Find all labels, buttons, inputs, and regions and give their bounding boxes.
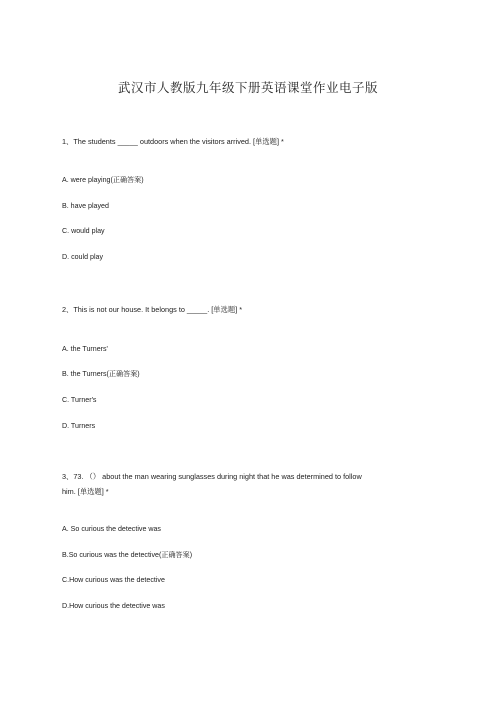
question-3-option-b: B.So curious was the detective(正确答案) (62, 551, 193, 559)
document-title: 武汉市人教版九年级下册英语课堂作业电子版 (117, 80, 378, 95)
question-2-option-b: B. the Turners(正确答案) (62, 370, 140, 378)
question-3-text-line-2: him. [单选题] * (62, 487, 109, 496)
question-2-option-a: A. the Turners' (62, 345, 108, 353)
question-3-option-a: A. So curious the detective was (62, 525, 161, 533)
question-2-text: 2、This is not our house. It belongs to _____. [单选题] * (62, 305, 243, 314)
question-2-option-c: C. Turner's (62, 396, 97, 404)
question-1-text: 1、The students _____ outdoors when the visitors arrived. [单选题] * (62, 137, 284, 146)
question-3-option-c: C.How curious was the detective (62, 576, 165, 584)
question-2-option-d: D. Turners (62, 422, 96, 430)
question-3-text-line-1: 3、73. （） about the man wearing sunglasses during night that he was determined to follow (62, 472, 362, 481)
question-3-option-d: D.How curious the detective was (62, 602, 165, 610)
question-1-option-b: B. have played (62, 202, 109, 210)
question-1-option-d: D. could play (62, 253, 104, 261)
question-1-option-c: C. would play (62, 227, 105, 235)
question-1-option-a: A. were playing(正确答案) (62, 176, 144, 184)
